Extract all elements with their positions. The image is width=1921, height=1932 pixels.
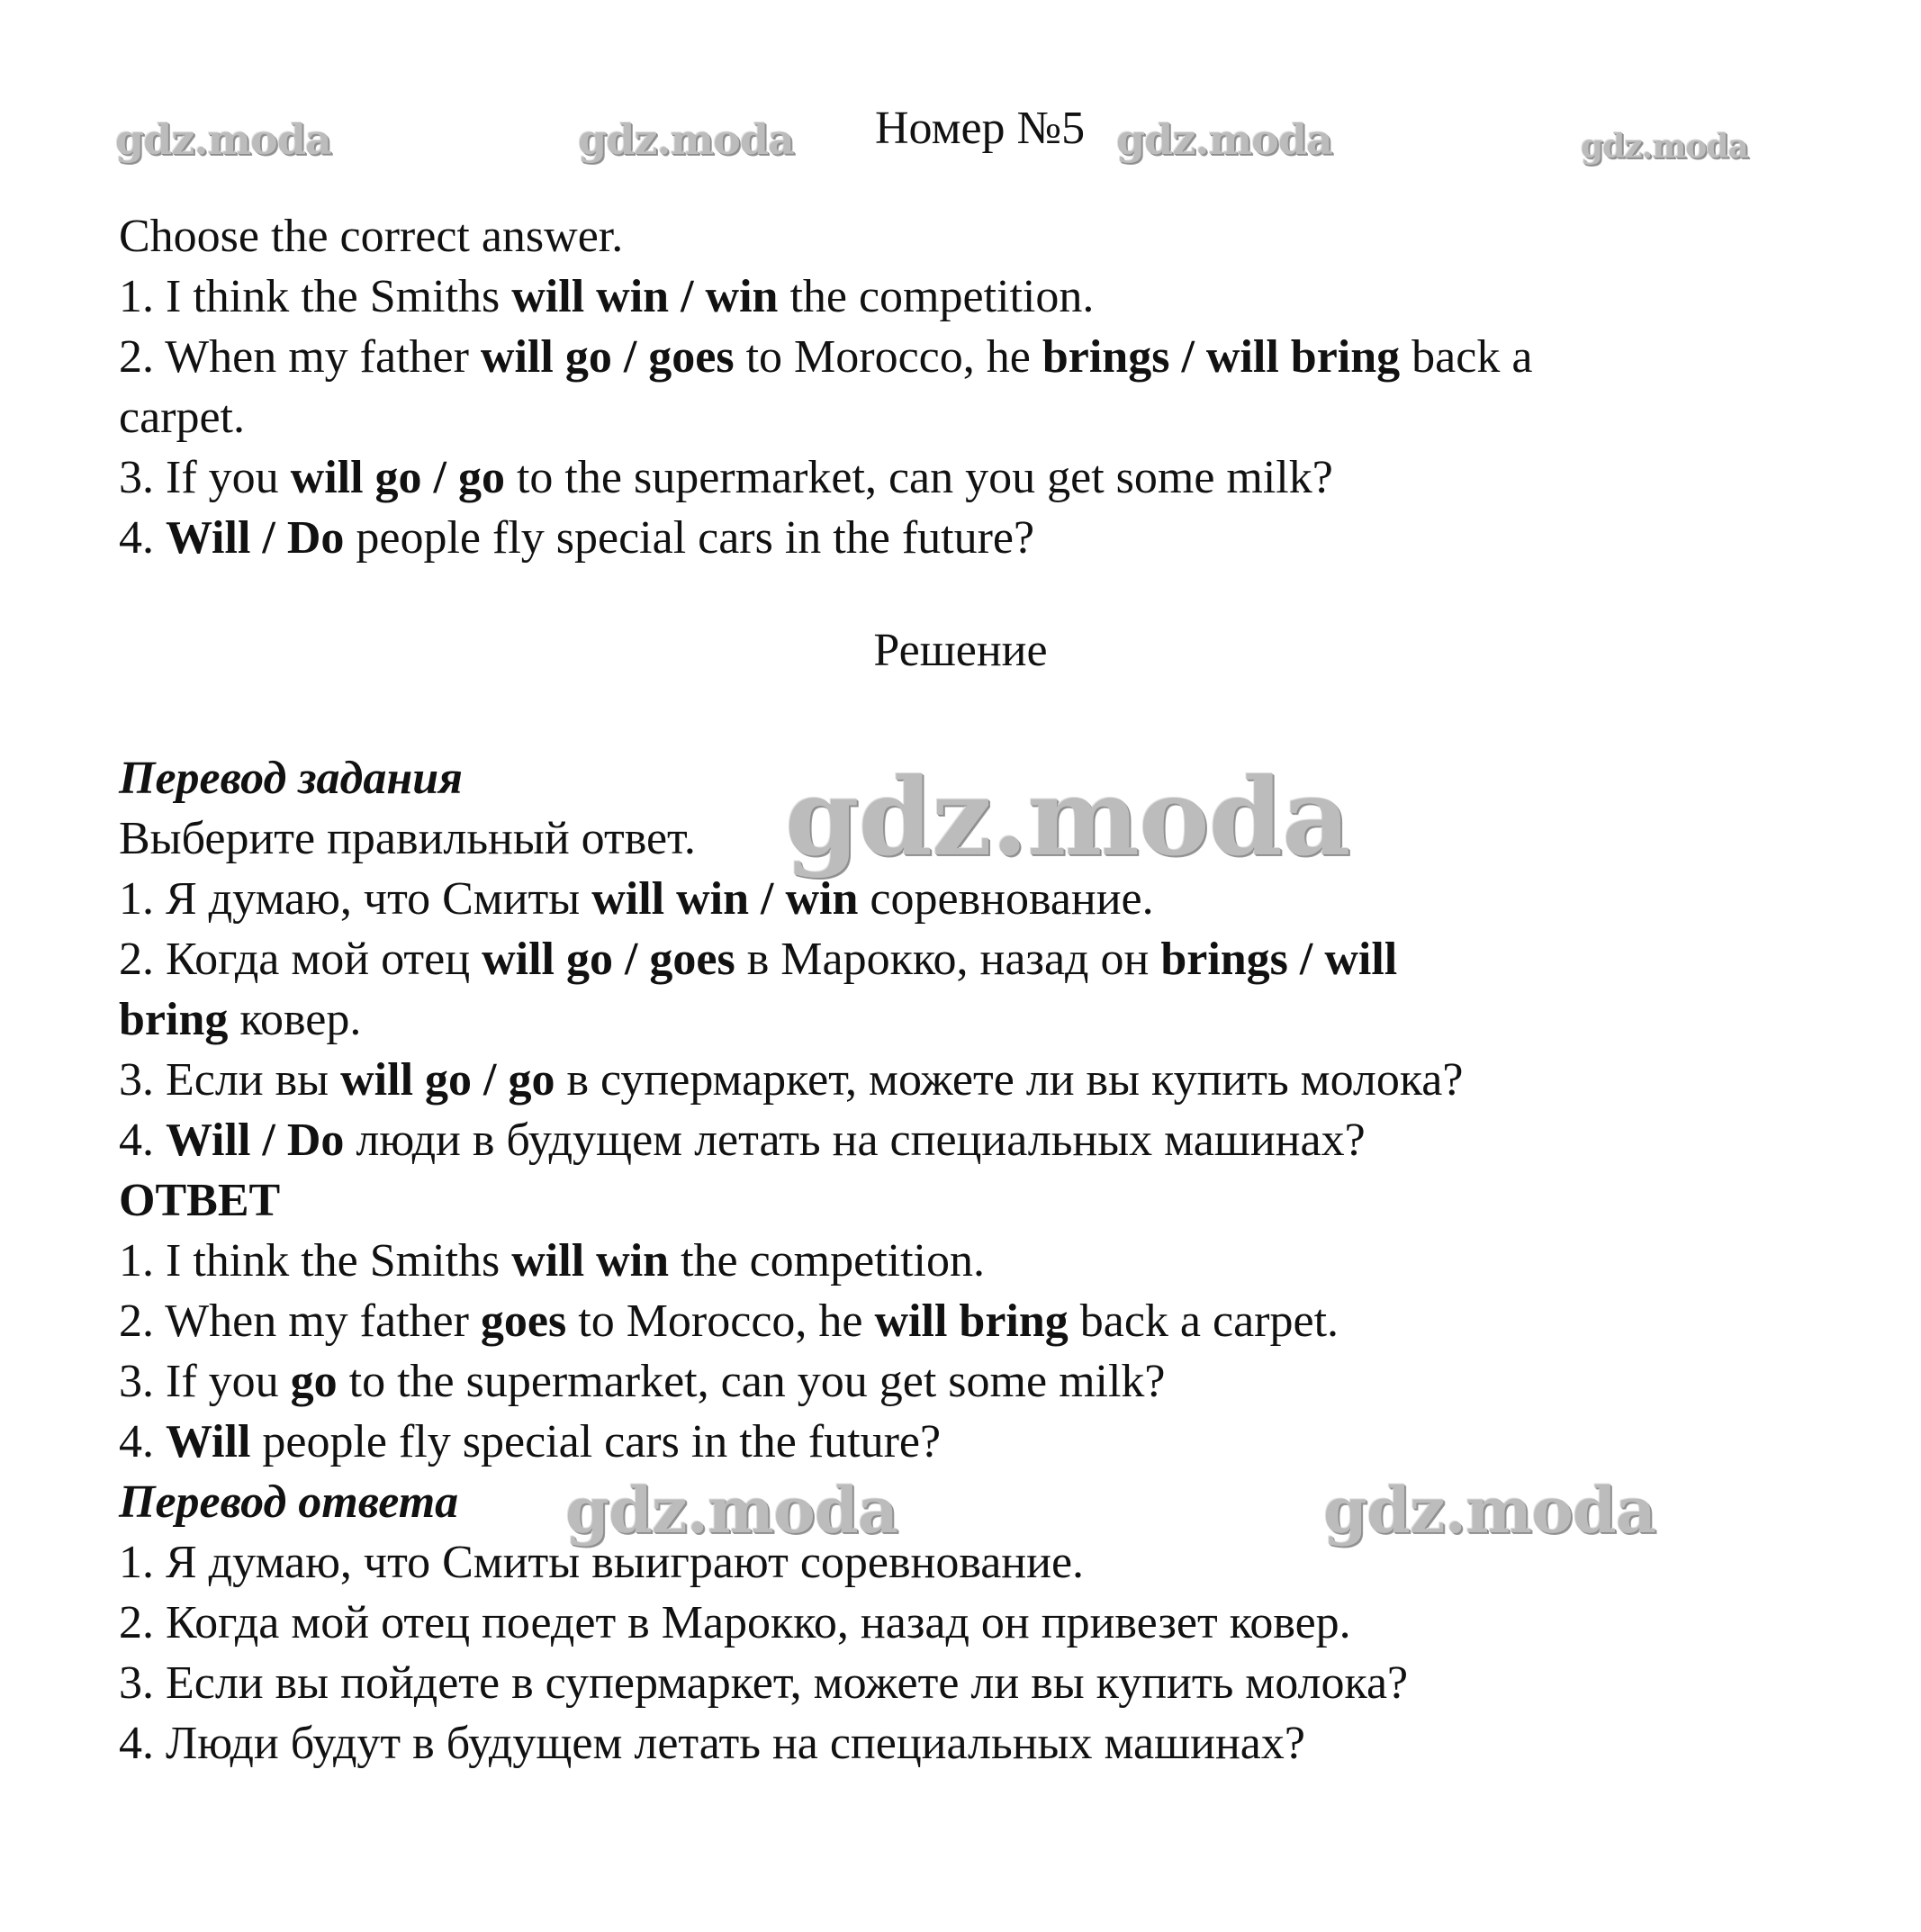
watermark-logo: gdz.moda xyxy=(115,115,331,164)
answer-heading: ОТВЕТ xyxy=(119,1175,281,1226)
answer-translation-heading: Перевод ответа xyxy=(119,1476,459,1528)
solution-heading: Решение xyxy=(873,625,1048,676)
watermark-logo: gdz.moda xyxy=(565,1473,898,1548)
answer-translation-item: 1. Я думаю, что Смиты выиграют соревнование. xyxy=(119,1537,1085,1588)
translation-item: 1. Я думаю, что Смиты will win / win соревнование. xyxy=(119,873,1154,925)
answer-translation-item: 3. Если вы пойдете в супермаркет, можете ли вы купить молока? xyxy=(119,1657,1409,1709)
answer-translation-item: 2. Когда мой отец поедет в Марокко, назад он привезет ковер. xyxy=(119,1597,1351,1648)
task-item: 2. When my father will go / goes to Morocco, he brings / will bring back a xyxy=(119,331,1533,383)
watermark-logo: gdz.moda xyxy=(578,115,794,164)
task-instruction: Choose the correct answer. xyxy=(119,211,624,262)
translation-item: 2. Когда мой отец will go / goes в Марокко, назад он brings / will xyxy=(119,934,1398,985)
answer-item: 1. I think the Smiths will win the competition. xyxy=(119,1235,986,1286)
task-item: 1. I think the Smiths will win / win the competition. xyxy=(119,271,1095,322)
task-translation-instruction: Выберите правильный ответ. xyxy=(119,813,696,864)
watermark-logo: gdz.moda xyxy=(1116,115,1332,164)
task-item-continuation: carpet. xyxy=(119,392,246,443)
translation-item: 4. Will / Do люди в будущем летать на специальных машинах? xyxy=(119,1115,1366,1166)
answer-item: 3. If you go to the supermarket, can you get some milk? xyxy=(119,1356,1166,1407)
answer-translation-item: 4. Люди будут в будущем летать на специальных машинах? xyxy=(119,1718,1305,1769)
page-title: Номер №5 xyxy=(875,103,1086,154)
watermark-logo: gdz.moda xyxy=(785,754,1350,880)
task-translation-heading: Перевод задания xyxy=(119,753,463,804)
translation-item-continuation: bring ковер. xyxy=(119,994,362,1045)
task-item: 4. Will / Do people fly special cars in the future? xyxy=(119,512,1035,564)
translation-item: 3. Если вы will go / go в супермаркет, можете ли вы купить молока? xyxy=(119,1054,1464,1106)
answer-item: 2. When my father goes to Morocco, he will bring back a carpet. xyxy=(119,1296,1339,1347)
task-item: 3. If you will go / go to the supermarket, can you get some milk? xyxy=(119,452,1333,503)
watermark-logo: gdz.moda xyxy=(1581,128,1748,166)
watermark-logo: gdz.moda xyxy=(1323,1473,1656,1548)
answer-item: 4. Will people fly special cars in the future? xyxy=(119,1416,942,1467)
